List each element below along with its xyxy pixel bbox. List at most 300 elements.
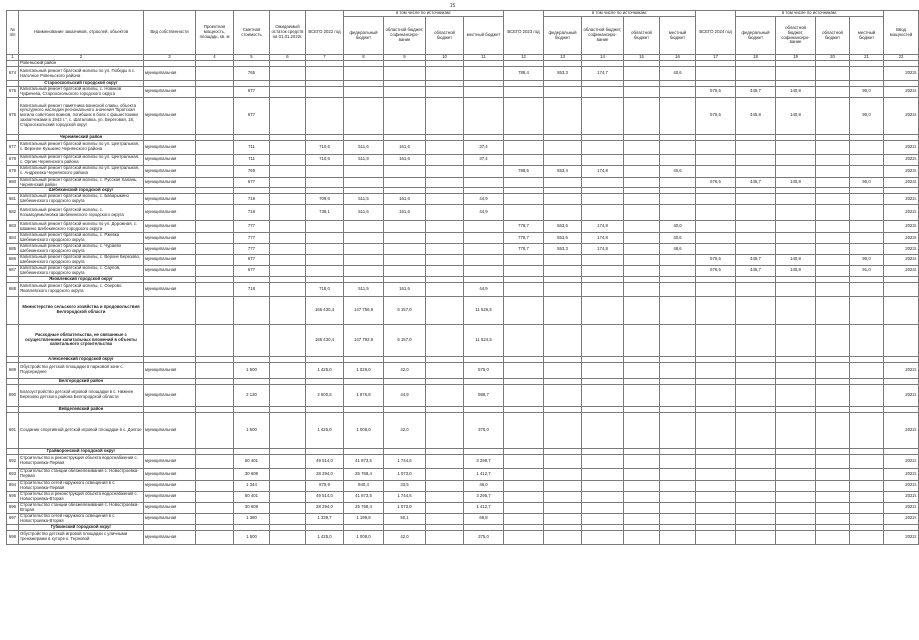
- federal-2023: [544, 194, 582, 205]
- empty-cell: [196, 324, 234, 356]
- total-2023: [504, 254, 544, 265]
- local-2024: [850, 233, 884, 244]
- regional-cofin-2022: [384, 177, 426, 188]
- regional-cofin-2023: [582, 177, 624, 188]
- regional-cofin-2024: [776, 480, 816, 491]
- commission-year: 2022г.: [884, 412, 919, 448]
- regional-cofin-2022: [384, 165, 426, 177]
- regional-cofin-2022: 161,6: [384, 282, 426, 296]
- row-number: 679: [7, 165, 19, 177]
- regional-cofin-2024: 140,8: [776, 265, 816, 276]
- regional-cofin-2023: [582, 254, 624, 265]
- federal-2022: 511,5: [344, 282, 384, 296]
- regional-2022: [426, 480, 464, 491]
- regional-2022: [426, 97, 464, 134]
- federal-2022: [344, 254, 384, 265]
- estimate-cost: 1 500: [234, 530, 270, 544]
- regional-cofin-2024: [776, 194, 816, 205]
- federal-2022: 1 876,8: [344, 384, 384, 406]
- regional-2022: [426, 67, 464, 81]
- federal-2023: [544, 254, 582, 265]
- remaining-funds: [270, 454, 306, 468]
- regional-cofin-2022: 1 744,6: [384, 454, 426, 468]
- empty-cell: [850, 324, 884, 356]
- object-name: Капитальный ремонт братской могилы по ул. Победы в с. Наголное Ровеньского района: [19, 67, 144, 81]
- regional-2024: [816, 254, 850, 265]
- remaining-funds: [270, 530, 306, 544]
- regional-2024: [816, 194, 850, 205]
- total-2022: 710,6: [306, 140, 344, 154]
- empty-cell: [736, 324, 776, 356]
- commission-year: 2024г.: [884, 97, 919, 134]
- total-2024: [696, 412, 736, 448]
- regional-2024: [816, 502, 850, 513]
- regional-2024: [816, 491, 850, 502]
- ownership: муниципальная: [144, 205, 196, 221]
- regional-cofin-2023: 174,8: [582, 233, 624, 244]
- local-2022: [464, 265, 504, 276]
- table-row: [7, 513, 919, 524]
- regional-cofin-2024: [776, 140, 816, 154]
- local-2024: [850, 165, 884, 177]
- regional-cofin-2024: [776, 454, 816, 468]
- empty-cell: [582, 324, 624, 356]
- commission-year: 2022г.: [884, 362, 919, 378]
- regional-2024: [816, 205, 850, 221]
- federal-2024: 445,7: [736, 87, 776, 98]
- total-2022: [306, 177, 344, 188]
- federal-2022: [344, 97, 384, 134]
- total-2022: [306, 244, 344, 255]
- column-number: 22: [884, 55, 919, 61]
- regional-cofin-2023: [582, 491, 624, 502]
- regional-2023: [624, 177, 660, 188]
- local-2024: [850, 513, 884, 524]
- federal-2024: [736, 513, 776, 524]
- federal-2023: [544, 491, 582, 502]
- federal-2022: 147 792,9: [344, 324, 384, 356]
- federal-2023: [544, 412, 582, 448]
- total-2023: [504, 87, 544, 98]
- total-2022: 165 430,4: [306, 324, 344, 356]
- object-name: Капитальный ремонт братской могилы, с. Козьмодемьяновка Шебекинского городского округа: [19, 205, 144, 221]
- federal-2024: [736, 454, 776, 468]
- regional-2022: [426, 177, 464, 188]
- total-2024: 676,5: [696, 87, 736, 98]
- regional-2023: [624, 194, 660, 205]
- commission-year: 2023г.: [884, 244, 919, 255]
- object-name: Строительство станции обезжелезивания с. Новостроевка-Вторая: [19, 502, 144, 513]
- estimate-cost: 50 401: [234, 454, 270, 468]
- federal-2023: [544, 454, 582, 468]
- federal-2024: [736, 67, 776, 81]
- total-2024: 676,5: [696, 97, 736, 134]
- object-name: Строительство станции обезжелезивания с. Новостроевка-Первая: [19, 468, 144, 480]
- regional-cofin-2022: 44,9: [384, 384, 426, 406]
- local-2023: [660, 362, 696, 378]
- empty-cell: [582, 296, 624, 324]
- local-2023: 40,6: [660, 165, 696, 177]
- local-2024: 91,0: [850, 265, 884, 276]
- commission-year: 2023г.: [884, 221, 919, 233]
- regional-2024: [816, 513, 850, 524]
- empty-cell: [144, 324, 196, 356]
- row-number: 696: [7, 502, 19, 513]
- empty-cell: [270, 324, 306, 356]
- total-2022: 28 294,0: [306, 468, 344, 480]
- capacity: [196, 480, 234, 491]
- table-row: [7, 177, 919, 188]
- header-no: № п/п: [7, 11, 19, 55]
- regional-2023: [624, 282, 660, 296]
- aggregate-row: [7, 296, 919, 324]
- regional-2022: [426, 384, 464, 406]
- capacity: [196, 205, 234, 221]
- empty-cell: [850, 296, 884, 324]
- column-number: 7: [306, 55, 344, 61]
- federal-2022: 511,6: [344, 140, 384, 154]
- empty-cell: [234, 296, 270, 324]
- estimate-cost: 711: [234, 140, 270, 154]
- commission-year: 2024г.: [884, 87, 919, 98]
- ownership: муниципальная: [144, 97, 196, 134]
- regional-cofin-2023: [582, 513, 624, 524]
- federal-2022: 1 026,0: [344, 362, 384, 378]
- header-regional-cofin-2023: областной бюджет, софинансиро-вание: [582, 17, 624, 55]
- remaining-funds: [270, 384, 306, 406]
- row-number: 686: [7, 254, 19, 265]
- header-regional-2023: областной бюджет: [624, 17, 660, 55]
- ownership: муниципальная: [144, 513, 196, 524]
- estimate-cost: 765: [234, 67, 270, 81]
- local-2023: [660, 177, 696, 188]
- regional-2024: [816, 244, 850, 255]
- local-2024: [850, 412, 884, 448]
- regional-2024: [816, 265, 850, 276]
- header-local-2024: местный бюджет: [850, 17, 884, 55]
- estimate-cost: 711: [234, 154, 270, 165]
- regional-cofin-2023: [582, 194, 624, 205]
- total-2022: [306, 221, 344, 233]
- total-2023: [504, 282, 544, 296]
- column-number: 19: [776, 55, 816, 61]
- column-number: 14: [582, 55, 624, 61]
- regional-cofin-2024: [776, 244, 816, 255]
- ownership: муниципальная: [144, 165, 196, 177]
- column-number: 3: [144, 55, 196, 61]
- regional-cofin-2023: 174,8: [582, 221, 624, 233]
- local-2024: [850, 384, 884, 406]
- regional-cofin-2024: [776, 468, 816, 480]
- row-number: 675: [7, 87, 19, 98]
- regional-2023: [624, 154, 660, 165]
- regional-cofin-2023: [582, 468, 624, 480]
- federal-2024: [736, 502, 776, 513]
- object-name: Строительство и реконструкция объекта водоснабжения с. Новостроевка-Вторая: [19, 491, 144, 502]
- row-number: 678: [7, 154, 19, 165]
- regional-cofin-2022: 33,5: [384, 480, 426, 491]
- remaining-funds: [270, 362, 306, 378]
- remaining-funds: [270, 265, 306, 276]
- header-commission: Ввод мощностей: [884, 11, 919, 55]
- row-number: 684: [7, 233, 19, 244]
- regional-cofin-2024: [776, 513, 816, 524]
- capacity: [196, 265, 234, 276]
- local-2023: [660, 491, 696, 502]
- local-2023: [660, 454, 696, 468]
- local-2023: [660, 97, 696, 134]
- local-2023: [660, 154, 696, 165]
- regional-2024: [816, 454, 850, 468]
- regional-cofin-2024: [776, 384, 816, 406]
- federal-2023: [544, 530, 582, 544]
- ownership: муниципальная: [144, 154, 196, 165]
- row-number: 698: [7, 530, 19, 544]
- local-2024: 90,0: [850, 177, 884, 188]
- regional-cofin-2023: 174,7: [582, 67, 624, 81]
- total-2023: [504, 502, 544, 513]
- regional-2022: [426, 468, 464, 480]
- federal-2024: [736, 221, 776, 233]
- header-remaining: Ожидаемый остаток средств на 01.01.2022г.: [270, 11, 306, 55]
- regional-cofin-2023: [582, 205, 624, 221]
- remaining-funds: [270, 491, 306, 502]
- header-estimate: Сметная стоимость: [234, 11, 270, 55]
- object-name: Капитальный ремонт братской могилы, с. Чураево Шебекинского городского округа: [19, 244, 144, 255]
- regional-cofin-2024: [776, 154, 816, 165]
- regional-2024: [816, 530, 850, 544]
- federal-2024: [736, 194, 776, 205]
- federal-2023: [544, 140, 582, 154]
- total-2024: 676,5: [696, 254, 736, 265]
- federal-2023: 553,5: [544, 233, 582, 244]
- row-number: 685: [7, 244, 19, 255]
- regional-cofin-2023: [582, 480, 624, 491]
- regional-2023: [624, 412, 660, 448]
- capacity: [196, 384, 234, 406]
- header-local-2023: местный бюджет: [660, 17, 696, 55]
- total-2024: 676,5: [696, 177, 736, 188]
- local-2023: [660, 205, 696, 221]
- federal-2023: 553,4: [544, 165, 582, 177]
- total-2023: 788,6: [504, 165, 544, 177]
- total-2023: [504, 480, 544, 491]
- ownership: муниципальная: [144, 530, 196, 544]
- commission-year: 2022г.: [884, 154, 919, 165]
- total-2022: [306, 165, 344, 177]
- local-2024: 90,0: [850, 254, 884, 265]
- total-2023: [504, 530, 544, 544]
- federal-2023: [544, 205, 582, 221]
- federal-2022: [344, 87, 384, 98]
- regional-2023: [624, 491, 660, 502]
- regional-cofin-2024: [776, 67, 816, 81]
- federal-2024: [736, 282, 776, 296]
- local-2024: [850, 205, 884, 221]
- local-2022: 46,0: [464, 480, 504, 491]
- ownership: муниципальная: [144, 67, 196, 81]
- empty-cell: [696, 296, 736, 324]
- local-2022: 44,9: [464, 194, 504, 205]
- column-number: 20: [816, 55, 850, 61]
- table-row: [7, 412, 919, 448]
- regional-2022: [426, 140, 464, 154]
- regional-cofin-2024: 140,8: [776, 254, 816, 265]
- regional-2024: [816, 384, 850, 406]
- empty-cell: [544, 296, 582, 324]
- section-title: Шебекинский городской округ: [19, 188, 144, 194]
- empty-cell: [624, 324, 660, 356]
- regional-2024: [816, 177, 850, 188]
- regional-cofin-2024: [776, 530, 816, 544]
- object-name: Капитальный ремонт братской могилы, с. Новиков Чуфичева, Старооскольского городского округа: [19, 87, 144, 98]
- object-name: Ровеньский район: [19, 61, 144, 67]
- total-2022: 1 339,7: [306, 513, 344, 524]
- section-title: Алексеевский городской округ: [19, 356, 144, 362]
- capacity: [196, 412, 234, 448]
- row-number: 676: [7, 97, 19, 134]
- regional-2023: [624, 384, 660, 406]
- object-name: Капитальный ремонт братской могилы, с. Саулов, Шебекинского городского округа: [19, 265, 144, 276]
- local-2022: 1 412,7: [464, 502, 504, 513]
- ownership: муниципальная: [144, 362, 196, 378]
- local-2024: [850, 282, 884, 296]
- total-2022: 879,9: [306, 480, 344, 491]
- total-2024: [696, 233, 736, 244]
- estimate-cost: 777: [234, 244, 270, 255]
- total-2023: 778,7: [504, 233, 544, 244]
- remaining-funds: [270, 244, 306, 255]
- federal-2022: [344, 67, 384, 81]
- regional-cofin-2023: [582, 154, 624, 165]
- local-2022: 44,9: [464, 205, 504, 221]
- regional-2024: [816, 165, 850, 177]
- capacity: [196, 154, 234, 165]
- regional-cofin-2024: [776, 233, 816, 244]
- column-number: 1: [7, 55, 19, 61]
- remaining-funds: [270, 468, 306, 480]
- row-number: 693: [7, 468, 19, 480]
- total-2022: 1 425,0: [306, 412, 344, 448]
- capacity: [196, 530, 234, 544]
- regional-cofin-2022: 42,0: [384, 362, 426, 378]
- regional-cofin-2023: 174,8: [582, 244, 624, 255]
- commission-year: 2022г.: [884, 140, 919, 154]
- aggregate-spacer: [7, 324, 19, 356]
- local-2022: 69,8: [464, 513, 504, 524]
- table-row: [7, 282, 919, 296]
- commission-year: 2022г.: [884, 468, 919, 480]
- header-total-2024: ВСЕГО 2024 год: [696, 11, 736, 55]
- regional-2022: [426, 165, 464, 177]
- local-2022: [464, 233, 504, 244]
- local-2023: [660, 282, 696, 296]
- total-2022: 1 425,0: [306, 530, 344, 544]
- row-number: 677: [7, 140, 19, 154]
- total-2022: 738,1: [306, 205, 344, 221]
- local-2024: [850, 530, 884, 544]
- regional-cofin-2024: 140,8: [776, 87, 816, 98]
- empty-cell: [270, 296, 306, 324]
- remaining-funds: [270, 205, 306, 221]
- column-number: 4: [196, 55, 234, 61]
- regional-cofin-2023: [582, 530, 624, 544]
- empty-cell: [624, 296, 660, 324]
- regional-cofin-2024: [776, 205, 816, 221]
- regional-2024: [816, 412, 850, 448]
- header-regional-2024: областной бюджет: [816, 17, 850, 55]
- total-2024: [696, 205, 736, 221]
- total-2024: [696, 480, 736, 491]
- object-name: Строительство и реконструкция объекта водоснабжения с. Новостроевка-Первая: [19, 454, 144, 468]
- total-2023: [504, 97, 544, 134]
- local-2023: [660, 502, 696, 513]
- local-2023: [660, 513, 696, 524]
- regional-2022: [426, 87, 464, 98]
- local-2022: [464, 97, 504, 134]
- federal-2024: 445,7: [736, 265, 776, 276]
- ownership: муниципальная: [144, 233, 196, 244]
- object-name: Создание спортивной детской игровой площадки в с. Долгое: [19, 412, 144, 448]
- federal-2022: [344, 165, 384, 177]
- federal-2022: 840,4: [344, 480, 384, 491]
- ownership: муниципальная: [144, 265, 196, 276]
- regional-cofin-2022: 1 073,0: [384, 468, 426, 480]
- ownership: муниципальная: [144, 502, 196, 513]
- ownership: муниципальная: [144, 491, 196, 502]
- estimate-cost: 677: [234, 87, 270, 98]
- empty-cell: [504, 324, 544, 356]
- local-2022: 11 524,5: [464, 324, 504, 356]
- local-2022: 11 526,5: [464, 296, 504, 324]
- local-2024: [850, 362, 884, 378]
- regional-cofin-2023: [582, 265, 624, 276]
- empty-cell: [660, 296, 696, 324]
- empty-cell: [504, 296, 544, 324]
- empty-cell: [696, 324, 736, 356]
- regional-cofin-2022: [384, 67, 426, 81]
- row-number: 681: [7, 194, 19, 205]
- ownership: муниципальная: [144, 282, 196, 296]
- table-row: [7, 87, 919, 98]
- regional-2023: [624, 67, 660, 81]
- regional-cofin-2022: [384, 221, 426, 233]
- commission-year: 2023г.: [884, 233, 919, 244]
- header-total-2023: ВСЕГО 2023 год: [504, 11, 544, 55]
- table-header: [7, 11, 919, 61]
- regional-2022: [426, 221, 464, 233]
- regional-2022: [426, 491, 464, 502]
- empty-cell: [544, 324, 582, 356]
- regional-cofin-2022: 161,6: [384, 205, 426, 221]
- capacity: [196, 254, 234, 265]
- regional-cofin-2023: [582, 87, 624, 98]
- capacity: [196, 502, 234, 513]
- column-number: 17: [696, 55, 736, 61]
- federal-2022: 1 199,8: [344, 513, 384, 524]
- federal-2024: [736, 412, 776, 448]
- regional-cofin-2023: [582, 362, 624, 378]
- federal-2023: [544, 282, 582, 296]
- header-sources-2024: в том числе по источникам:: [736, 11, 884, 17]
- total-2024: [696, 502, 736, 513]
- local-2022: 37,4: [464, 154, 504, 165]
- estimate-cost: 1 380: [234, 513, 270, 524]
- federal-2022: 25 768,4: [344, 502, 384, 513]
- table-row: [7, 362, 919, 378]
- table-row: [7, 254, 919, 265]
- column-number: 15: [624, 55, 660, 61]
